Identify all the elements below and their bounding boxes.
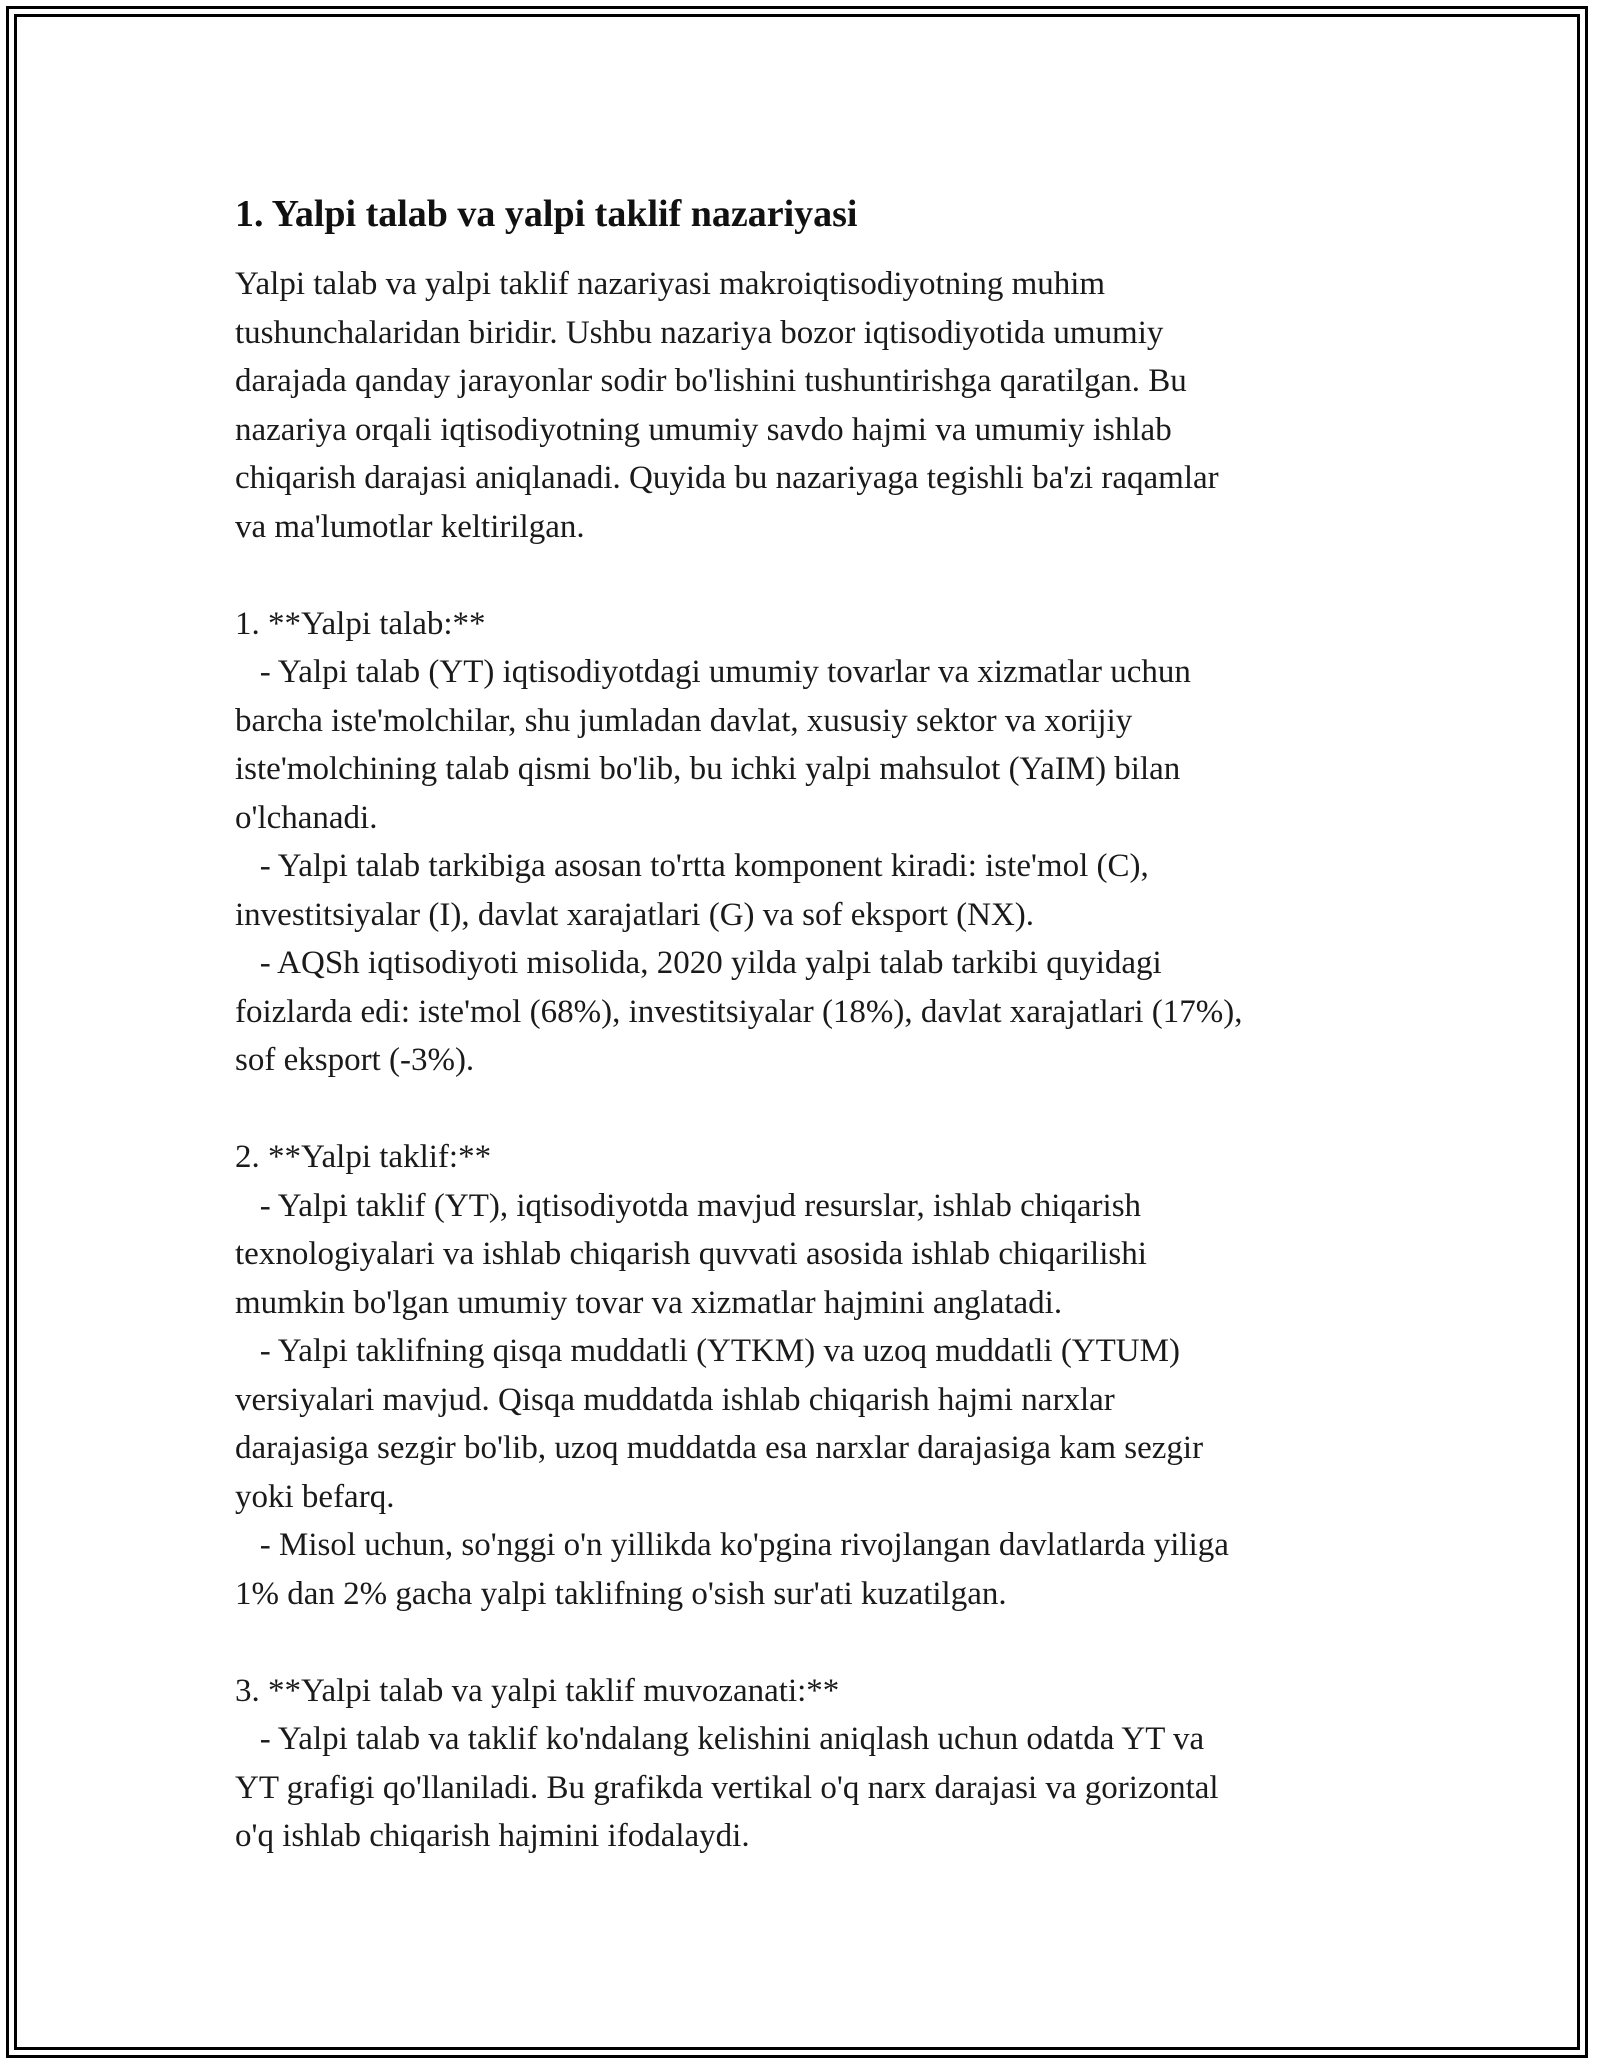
document-title: 1. Yalpi talab va yalpi taklif nazariyasi: [235, 193, 858, 235]
document-body: Yalpi talab va yalpi taklif nazariyasi makroiqtisodiyotning muhim tushunchalaridan biridir. Ushbu nazariya bozor iqtisodiyotida umumiy darajada qanday jarayonlar sodir bo'lishini tushuntirishga qaratilgan. Bu nazariya orqali iqtisodiyotning umumiy savdo hajmi va umumiy ishlab chiqarish darajasi aniqlanadi. Quyida bu nazariyaga tegishli ba'zi raqamlar va ma'lumotlar keltirilgan. 1. **Yalpi talab:** - Yalpi talab (YT) iqtisodiyotdagi umumiy tovarlar va xizmatlar uchun barcha iste'molchilar, shu jumladan davlat, xususiy sektor va xorijiy iste'molchining talab qismi bo'lib, bu ichki yalpi mahsulot (YaIM) bilan o'lchanadi. - Yalpi talab tarkibiga asosan to'rtta komponent kiradi: iste'mol (C), investitsiyalar (I), davlat xarajatlari (G) va sof eksport (NX). - AQSh iqtisodiyoti misolida, 2020 yilda yalpi talab tarkibi quyidagi foizlarda edi: iste'mol (68%), investitsiyalar (18%), davlat xarajatlari (17%), sof eksport (-3%). 2. **Yalpi taklif:** - Yalpi taklif (YT), iqtisodiyotda mavjud resurslar, ishlab chiqarish texnologiyalari va ishlab chiqarish quvvati asosida ishlab chiqarilishi mumkin bo'lgan umumiy tovar va xizmatlar hajmini anglatadi. - Yalpi taklifning qisqa muddatli (YTKM) va uzoq muddatli (YTUM) versiyalari mavjud. Qisqa muddatda ishlab chiqarish hajmi narxlar darajasiga sezgir bo'lib, uzoq muddatda esa narxlar darajasiga kam sezgir yoki befarq. - Misol uchun, so'nggi o'n yillikda ko'pgina rivojlangan davlatlarda yiliga 1% dan 2% gacha yalpi taklifning o'sish sur'ati kuzatilgan. 3. **Yalpi talab va yalpi taklif muvozanati:** - Yalpi talab va taklif ko'ndalang kelishini aniqlash uchun odatda YT va YT grafigi qo'llaniladi. Bu grafikda vertikal o'q narx darajasi va gorizontal o'q ishlab chiqarish hajmini ifodalaydi.: [235, 266, 1243, 1854]
document-content: [235, 175, 1375, 1861]
